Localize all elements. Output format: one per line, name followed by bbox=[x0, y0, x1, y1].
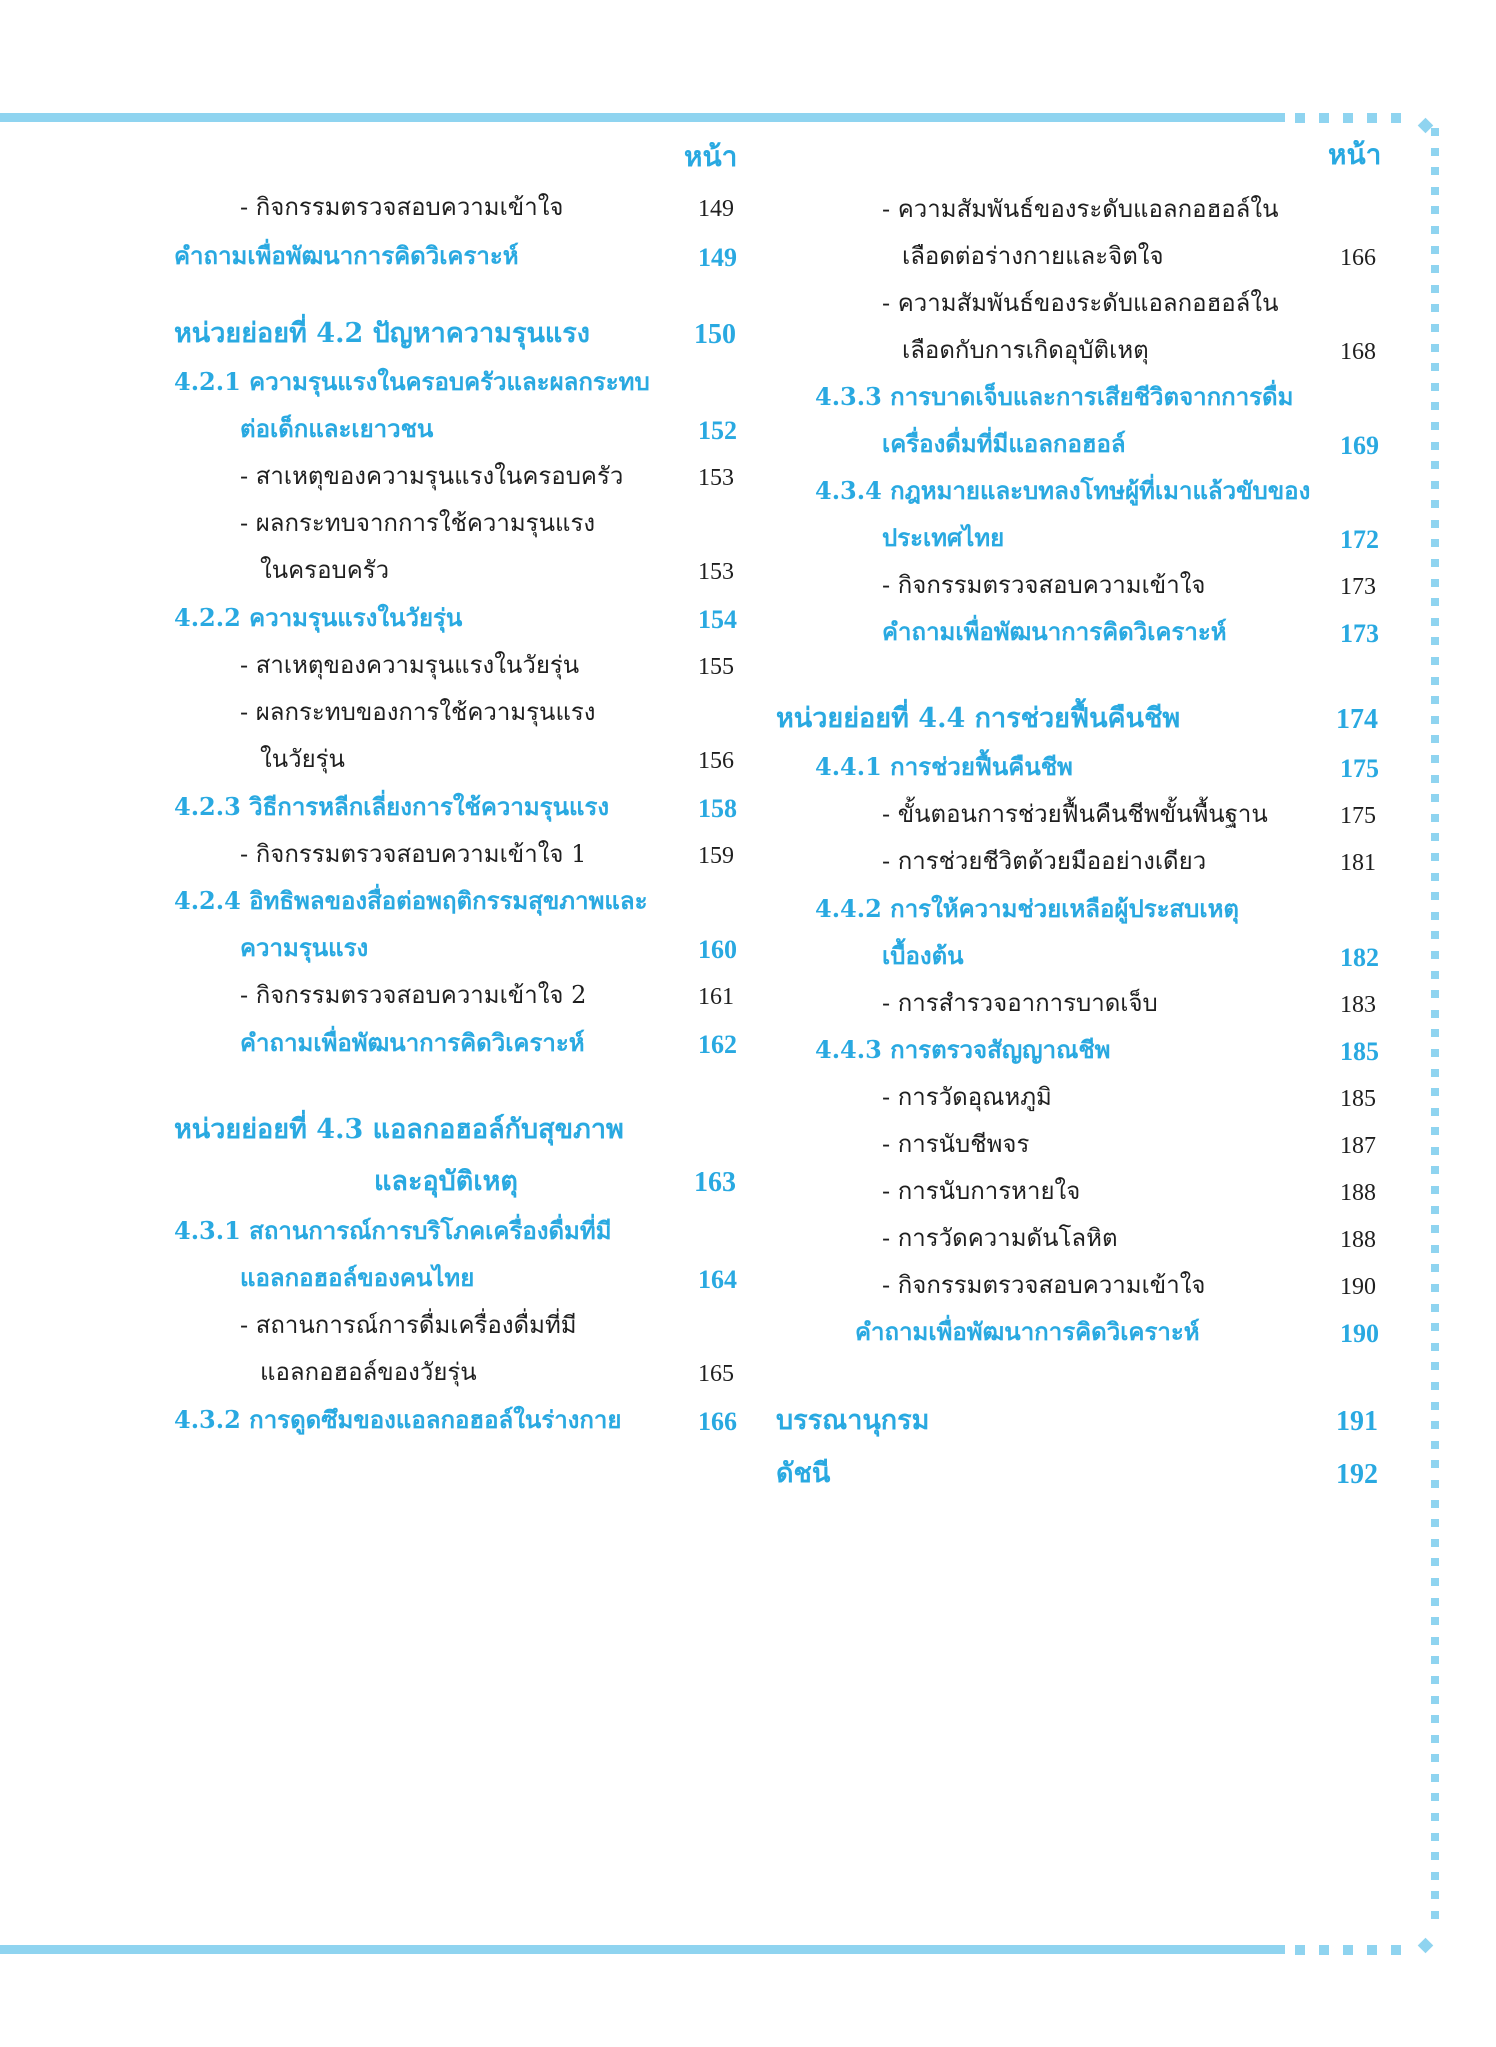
toc-section-cont[interactable] bbox=[240, 414, 434, 443]
toc-page-number: 188 bbox=[1340, 1227, 1376, 1253]
toc-entry-cont[interactable] bbox=[902, 338, 1149, 362]
toc-entry[interactable] bbox=[882, 291, 1278, 315]
toc-entry-text: - สถานการณ์การดื่มเครื่องดื่มที่มี bbox=[240, 1311, 577, 1339]
toc-entry[interactable] bbox=[174, 241, 519, 270]
toc-bibliography[interactable] bbox=[776, 1407, 929, 1434]
toc-entry[interactable] bbox=[882, 849, 1206, 873]
toc-page-number: 192 bbox=[1336, 1459, 1378, 1490]
toc-page-number: 185 bbox=[1340, 1037, 1379, 1066]
toc-entry-text: แอลกอฮอล์ของคนไทย bbox=[240, 1263, 475, 1292]
toc-page-number: 166 bbox=[698, 1407, 737, 1436]
toc-section-cont[interactable] bbox=[240, 933, 369, 962]
toc-entry-text: เลือดต่อร่างกายและจิตใจ bbox=[902, 242, 1164, 270]
toc-entry[interactable] bbox=[882, 1226, 1118, 1250]
toc-page-number: 159 bbox=[698, 843, 734, 869]
toc-page-number: 165 bbox=[698, 1361, 734, 1387]
toc-entry-text: - การนับการหายใจ bbox=[882, 1177, 1081, 1205]
toc-entry-text: - กิจกรรมตรวจสอบความเข้าใจ bbox=[882, 571, 1206, 599]
toc-entry-text: ประเทศไทย bbox=[882, 523, 1005, 552]
toc-entry-text: - การสำรวจอาการบาดเจ็บ bbox=[882, 989, 1158, 1017]
toc-entry-text: คำถามเพื่อพัฒนาการคิดวิเคราะห์ bbox=[882, 617, 1227, 646]
toc-page-number: 168 bbox=[1340, 339, 1376, 365]
toc-page-number: 158 bbox=[698, 794, 737, 823]
toc-entry-text: คำถามเพื่อพัฒนาการคิดวิเคราะห์ bbox=[174, 241, 519, 270]
toc-entry[interactable] bbox=[240, 653, 579, 677]
toc-page-number: 175 bbox=[1340, 754, 1379, 783]
toc-page-number: 162 bbox=[698, 1030, 737, 1059]
toc-entry-text: หน่วยย่อยที่ 4.4 การช่วยฟื้นคืนชีพ bbox=[776, 703, 1181, 734]
bottom-corner-diamond bbox=[1418, 1938, 1434, 1954]
toc-entry[interactable] bbox=[240, 842, 586, 866]
toc-entry-text: - กิจกรรมตรวจสอบความเข้าใจ 1 bbox=[240, 840, 587, 868]
toc-page-number: 163 bbox=[694, 1167, 736, 1198]
toc-section[interactable] bbox=[174, 1216, 612, 1245]
toc-entry-text: - ผลกระทบจากการใช้ความรุนแรง bbox=[240, 509, 596, 537]
toc-section-cont[interactable] bbox=[882, 429, 1126, 458]
toc-entry[interactable] bbox=[240, 1313, 577, 1337]
toc-entry[interactable] bbox=[882, 617, 1227, 646]
toc-entry-text: - ขั้นตอนการช่วยฟื้นคืนชีพขั้นพื้นฐาน bbox=[882, 800, 1268, 828]
toc-page-number: 152 bbox=[698, 416, 737, 445]
toc-section[interactable] bbox=[815, 476, 1311, 505]
toc-entry[interactable] bbox=[240, 511, 595, 535]
toc-unit-heading[interactable] bbox=[174, 1116, 624, 1143]
toc-entry[interactable] bbox=[855, 1317, 1200, 1346]
toc-entry-text: - กิจกรรมตรวจสอบความเข้าใจ 2 bbox=[240, 981, 587, 1009]
toc-page-number: 153 bbox=[698, 559, 734, 585]
toc-unit-heading[interactable] bbox=[776, 705, 1180, 732]
toc-entry-text: แอลกอฮอล์ของวัยรุ่น bbox=[260, 1358, 477, 1386]
toc-page-number: 173 bbox=[1340, 619, 1379, 648]
toc-entry-text: - ความสัมพันธ์ของระดับแอลกอฮอล์ใน bbox=[882, 289, 1279, 317]
toc-entry-text: บรรณานุกรม bbox=[776, 1405, 930, 1436]
toc-entry-text: - สาเหตุของความรุนแรงในวัยรุ่น bbox=[240, 651, 580, 679]
toc-page-number: 164 bbox=[698, 1265, 737, 1294]
toc-page-number: 169 bbox=[1340, 431, 1379, 460]
toc-entry-text: เครื่องดื่มที่มีแอลกอฮอล์ bbox=[882, 429, 1126, 458]
toc-page-number: 190 bbox=[1340, 1274, 1376, 1300]
toc-page-number: 174 bbox=[1336, 704, 1378, 735]
toc-entry[interactable] bbox=[882, 197, 1278, 221]
toc-entry[interactable] bbox=[882, 1179, 1080, 1203]
toc-entry-text: เลือดกับการเกิดอุบัติเหตุ bbox=[902, 336, 1149, 364]
toc-entry-text: 4.4.3 การตรวจสัญญาณชีพ bbox=[815, 1035, 1111, 1064]
toc-entry-text: - การนับชีพจร bbox=[882, 1130, 1030, 1158]
toc-entry-text: หน่วยย่อยที่ 4.2 ปัญหาความรุนแรง bbox=[174, 318, 590, 349]
toc-section[interactable] bbox=[815, 894, 1239, 923]
toc-section[interactable] bbox=[174, 603, 463, 632]
toc-section[interactable] bbox=[174, 886, 648, 915]
toc-entry[interactable] bbox=[240, 1028, 585, 1057]
toc-entry[interactable] bbox=[882, 573, 1205, 597]
toc-entry[interactable] bbox=[240, 700, 596, 724]
toc-page-number: 191 bbox=[1336, 1406, 1378, 1437]
toc-entry-cont[interactable] bbox=[260, 747, 345, 771]
toc-entry-text: ในครอบครัว bbox=[260, 556, 390, 584]
toc-page-number: 181 bbox=[1340, 850, 1376, 876]
toc-entry-text: 4.4.1 การช่วยฟื้นคืนชีพ bbox=[815, 752, 1073, 781]
toc-page-number: 188 bbox=[1340, 1180, 1376, 1206]
toc-entry[interactable] bbox=[240, 195, 563, 219]
toc-page-number: 183 bbox=[1340, 992, 1376, 1018]
toc-page-number: 156 bbox=[698, 748, 734, 774]
toc-page-number: 172 bbox=[1340, 525, 1379, 554]
toc-page-number: 155 bbox=[698, 654, 734, 680]
toc-entry-text: 4.3.4 กฎหมายและบทลงโทษผู้ที่เมาแล้วขับของ bbox=[815, 476, 1311, 505]
toc-entry-text: คำถามเพื่อพัฒนาการคิดวิเคราะห์ bbox=[855, 1317, 1200, 1346]
top-rule bbox=[0, 113, 1285, 122]
toc-entry[interactable] bbox=[882, 991, 1158, 1015]
toc-entry-text: - ความสัมพันธ์ของระดับแอลกอฮอล์ใน bbox=[882, 195, 1279, 223]
toc-entry-text: 4.2.4 อิทธิพลของสื่อต่อพฤติกรรมสุขภาพและ bbox=[174, 886, 648, 915]
right-dash-column bbox=[1431, 128, 1439, 1919]
toc-section[interactable] bbox=[815, 382, 1294, 411]
toc-unit-heading-cont[interactable] bbox=[374, 1168, 518, 1195]
toc-entry-text: - ผลกระทบของการใช้ความรุนแรง bbox=[240, 698, 596, 726]
toc-section[interactable] bbox=[815, 1035, 1111, 1064]
toc-section-cont[interactable] bbox=[882, 941, 964, 970]
toc-page-number: 150 bbox=[694, 319, 736, 350]
toc-section-cont[interactable] bbox=[882, 523, 1005, 552]
toc-entry-text: คำถามเพื่อพัฒนาการคิดวิเคราะห์ bbox=[240, 1028, 585, 1057]
toc-page-number: 153 bbox=[698, 465, 734, 491]
toc-entry-text: 4.3.3 การบาดเจ็บและการเสียชีวิตจากการดื่ม bbox=[815, 382, 1294, 411]
toc-entry-text: - การวัดความดันโลหิต bbox=[882, 1224, 1118, 1252]
toc-entry-text: - กิจกรรมตรวจสอบความเข้าใจ bbox=[240, 193, 564, 221]
toc-entry[interactable] bbox=[882, 1132, 1029, 1156]
toc-entry-text: เบื้องต้น bbox=[882, 941, 964, 970]
toc-section[interactable] bbox=[174, 1405, 622, 1434]
toc-entry[interactable] bbox=[240, 983, 586, 1007]
toc-entry-text: ดัชนี bbox=[776, 1458, 831, 1489]
toc-entry[interactable] bbox=[882, 1085, 1052, 1109]
bottom-dash-row bbox=[1295, 1945, 1401, 1955]
toc-entry-text: - การวัดอุณหภูมิ bbox=[882, 1083, 1052, 1111]
bottom-rule bbox=[0, 1945, 1285, 1954]
toc-section-cont[interactable] bbox=[240, 1263, 475, 1292]
toc-entry-text: 4.3.1 สถานการณ์การบริโภคเครื่องดื่มที่มี bbox=[174, 1216, 612, 1245]
toc-entry-text: - การช่วยชีวิตด้วยมืออย่างเดียว bbox=[882, 847, 1207, 875]
toc-entry-text: 4.3.2 การดูดซึมของแอลกอฮอล์ในร่างกาย bbox=[174, 1405, 622, 1434]
right-page-header: หน้า bbox=[1328, 138, 1382, 171]
toc-entry-text: ความรุนแรง bbox=[240, 933, 369, 962]
toc-page-number: 187 bbox=[1340, 1133, 1376, 1159]
toc-entry-text: 4.4.2 การให้ความช่วยเหลือผู้ประสบเหตุ bbox=[815, 894, 1239, 923]
toc-entry-cont[interactable] bbox=[902, 244, 1164, 268]
toc-section[interactable] bbox=[174, 792, 610, 821]
left-page-header: หน้า bbox=[684, 140, 738, 173]
toc-entry[interactable] bbox=[882, 1273, 1205, 1297]
toc-entry-cont[interactable] bbox=[260, 558, 389, 582]
top-dash-row bbox=[1295, 113, 1401, 123]
toc-entry-text: ในวัยรุ่น bbox=[260, 745, 345, 773]
toc-entry-text: หน่วยย่อยที่ 4.3 แอลกอฮอล์กับสุขภาพ bbox=[174, 1114, 624, 1145]
toc-page-number: 160 bbox=[698, 935, 737, 964]
toc-entry-text: ต่อเด็กและเยาวชน bbox=[240, 414, 434, 443]
toc-entry-text: 4.2.3 วิธีการหลีกเลี่ยงการใช้ความรุนแรง bbox=[174, 792, 610, 821]
toc-entry-cont[interactable] bbox=[260, 1360, 477, 1384]
toc-entry-text: 4.2.1 ความรุนแรงในครอบครัวและผลกระทบ bbox=[174, 367, 650, 396]
toc-entry-text: - สาเหตุของความรุนแรงในครอบครัว bbox=[240, 462, 624, 490]
toc-page-number: 173 bbox=[1340, 574, 1376, 600]
toc-entry[interactable] bbox=[882, 802, 1268, 826]
toc-page-number: 190 bbox=[1340, 1319, 1379, 1348]
toc-unit-heading[interactable] bbox=[174, 320, 590, 347]
toc-section[interactable] bbox=[815, 752, 1073, 781]
toc-index[interactable] bbox=[776, 1460, 830, 1487]
toc-page-number: 185 bbox=[1340, 1086, 1376, 1112]
toc-page-number: 149 bbox=[698, 243, 737, 272]
toc-entry-text: - กิจกรรมตรวจสอบความเข้าใจ bbox=[882, 1271, 1206, 1299]
toc-entry[interactable] bbox=[240, 464, 623, 488]
toc-entry-text: 4.2.2 ความรุนแรงในวัยรุ่น bbox=[174, 603, 463, 632]
toc-entry-text: และอุบัติเหตุ bbox=[374, 1166, 518, 1197]
toc-section[interactable] bbox=[174, 367, 650, 396]
toc-page-number: 149 bbox=[698, 196, 734, 222]
toc-page-number: 166 bbox=[1340, 245, 1376, 271]
toc-page-number: 182 bbox=[1340, 943, 1379, 972]
toc-page-number: 175 bbox=[1340, 803, 1376, 829]
toc-page-number: 161 bbox=[698, 984, 734, 1010]
toc-page-number: 154 bbox=[698, 605, 737, 634]
